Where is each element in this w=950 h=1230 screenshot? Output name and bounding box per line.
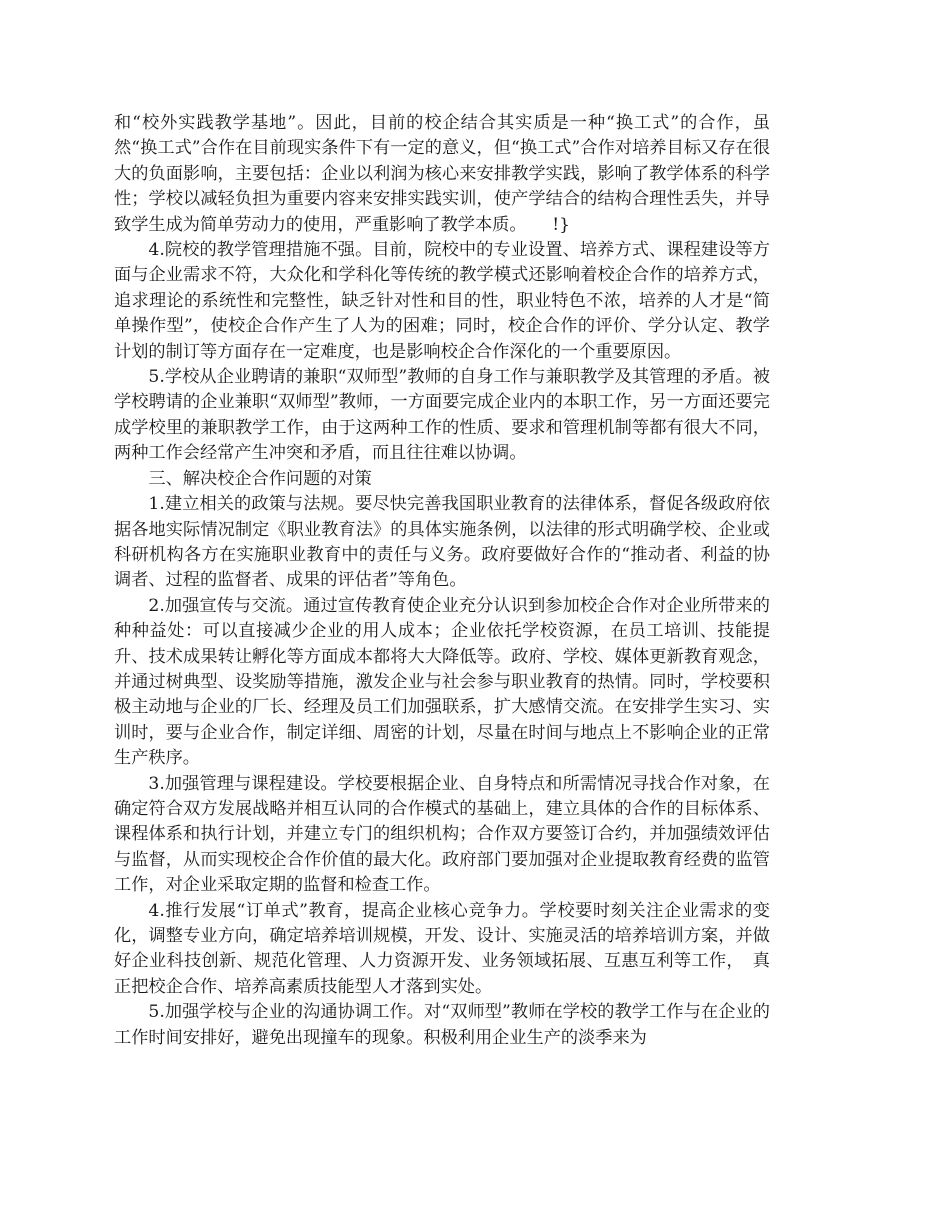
paragraph-continuation: 和“校外实践教学基地”。因此，目前的校企结合其实质是一种“换工式”的合作，虽然“换工式”合作在目前现实条件下有一定的意义，但“换工式”合作对培养目标又存在很大的负面影响，主要包括：企业以利润为核心来安排教学实践，影响了教学体系的科学性；学校以减轻负担为重要内容来安排实践实训，使产学结合的结构合理性丢失，并导致学生成为简单劳动力的使用，严重影响了教学本质。 !} [114,113,770,235]
paragraph-solution-5: 5.加强学校与企业的沟通协调工作。对“双师型”教师在学校的教学工作与在企业的工作时间安排好，避免出现撞车的现象。积极利用企业生产的淡季来为 [114,1002,770,1048]
paragraph-point-4: 4.院校的教学管理措施不强。目前，院校中的专业设置、培养方式、课程建设等方面与企业需求不符，大众化和学科化等传统的教学模式还影响着校企合作的培养方式，追求理论的系统性和完整性，缺乏针对性和目的性，职业特色不浓，培养的人才是“简单操作型”，使校企合作产生了人为的困难；同时，校企合作的评价、学分认定、教学计划的制订等方面存在一定难度，也是影响校企合作深化的一个重要原因。 [114,240,770,362]
document-body [114,111,770,1051]
paragraph-solution-4: 4.推行发展“订单式”教育，提高企业核心竞争力。学校要时刻关注企业需求的变化，调整专业方向，确定培养培训规模，开发、设计、实施灵活的培养培训方案，并做好企业科技创新、规范化管理、人力资源开发、业务领域拓展、互惠互利等工作， 真正把校企合作、培养高素质技能型人才落到实处。 [114,900,770,997]
section-heading: 三、解决校企合作问题的对策 [148,468,372,489]
paragraph-solution-3: 3.加强管理与课程建设。学校要根据企业、自身特点和所需情况寻找合作对象，在确定符合双方发展战略并相互认同的合作模式的基础上，建立具体的合作的目标体系、课程体系和执行计划，并建立专门的组织机构；合作双方要签订合约，并加强绩效评估与监督，从而实现校企合作价值的最大化。政府部门要加强对企业提取教育经费的监管工作，对企业采取定期的监督和检查工作。 [114,773,770,896]
paragraph-solution-1: 1.建立相关的政策与法规。要尽快完善我国职业教育的法律体系，督促各级政府依据各地实际情况制定《职业教育法》的具体实施条例，以法律的形式明确学校、企业或科研机构各方在实施职业教育中的责任与义务。政府要做好合作的“推动者、利益的协调者、过程的监督者、成果的评估者”等角色。 [114,494,770,591]
paragraph-point-5: 5.学校从企业聘请的兼职“双师型”教师的自身工作与兼职教学及其管理的矛盾。被学校聘请的企业兼职“双师型”教师，一方面要完成企业内的本职工作，另一方面还要完成学校里的兼职教学工作，由于这两种工作的性质、要求和管理机制等都有很大不同，两种工作会经常产生冲突和矛盾，而且往往难以协调。 [114,367,770,464]
paragraph-solution-2: 2.加强宣传与交流。通过宣传教育使企业充分认识到参加校企合作对企业所带来的种种益处：可以直接减少企业的用人成本；企业依托学校资源，在员工培训、技能提升、技术成果转让孵化等方面成本都将大大降低等。政府、学校、媒体更新教育观念，并通过树典型、设奖励等措施，激发企业与社会参与职业教育的热情。同时，学校要积极主动地与企业的厂长、经理及员工们加强联系，扩大感情交流。在安排学生实习、实训时，要与企业合作，制定详细、周密的计划，尽量在时间与地点上不影响企业的正常生产秩序。 [114,595,770,769]
